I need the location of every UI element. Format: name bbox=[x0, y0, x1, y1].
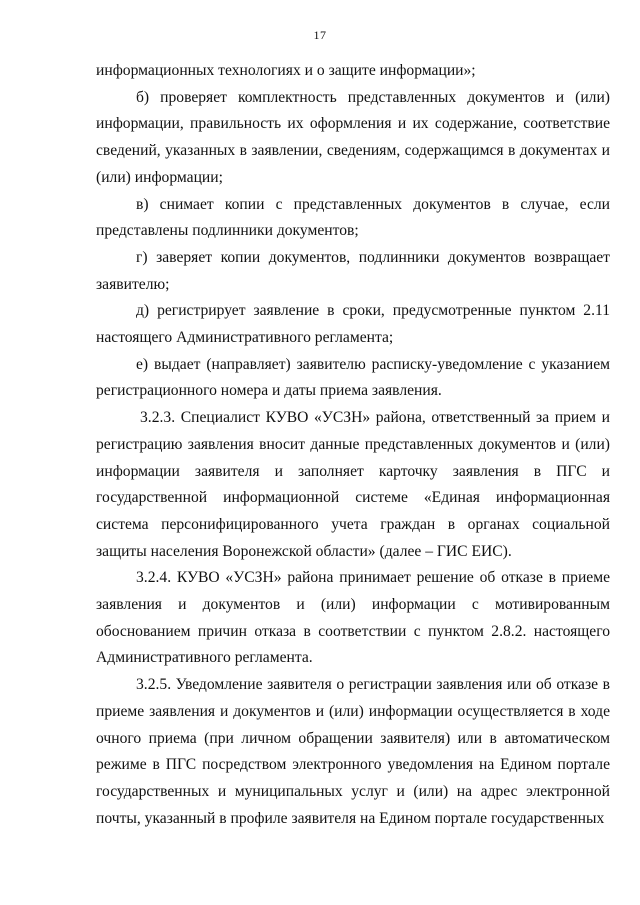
paragraph-continuation: информационных технологиях и о защите информации»; bbox=[96, 62, 476, 79]
paragraph-item-g: г) заверяет копии документов, подлинники документов возвращает заявителю; bbox=[96, 248, 610, 293]
document-body bbox=[96, 58, 610, 832]
page-number: 17 bbox=[313, 28, 327, 42]
paragraph-3-2-4: 3.2.4. КУВО «УСЗН» района принимает решение об отказе в приеме заявления и документов и (или) информации с мотивированным обоснованием причин отказа в соответствии с пунктом 2.8.2. настоящего Административного регламента. bbox=[96, 569, 610, 667]
paragraph-item-e: е) выдает (направляет) заявителю расписку-уведомление с указанием регистрационного номера и даты приема заявления. bbox=[96, 355, 610, 400]
paragraph-item-d: д) регистрирует заявление в сроки, предусмотренные пунктом 2.11 настоящего Административного регламента; bbox=[96, 302, 610, 347]
paragraph-3-2-3: 3.2.3. Специалист КУВО «УСЗН» района, ответственный за прием и регистрацию заявления вносит данные представленных документов и (или) информации заявителя и заполняет карточку заявления в ПГС и государственной информационной системе «Единая информационная система персонифицированного учета граждан в органах социальной защиты населения Воронежской области» (далее – ГИС ЕИС). bbox=[96, 409, 610, 560]
paragraph-item-b: б) проверяет комплектность представленных документов и (или) информации, правильность их оформления и их содержание, соответствие сведений, указанных в заявлении, сведениям, содержащимся в документах и (или) информации; bbox=[96, 88, 610, 186]
paragraph-item-v: в) снимает копии с представленных документов в случае, если представлены подлинники документов; bbox=[96, 195, 610, 240]
paragraph-3-2-5: 3.2.5. Уведомление заявителя о регистрации заявления или об отказе в приеме заявления и документов и (или) информации осуществляется в ходе очного приема (при личном обращении заявителя) или в автоматическом режиме в ПГС посредством электронного уведомления на Едином портале государственных и муниципальных услуг и (или) на адрес электронной почты, указанный в профиле заявителя на Едином портале государственных bbox=[96, 676, 610, 827]
